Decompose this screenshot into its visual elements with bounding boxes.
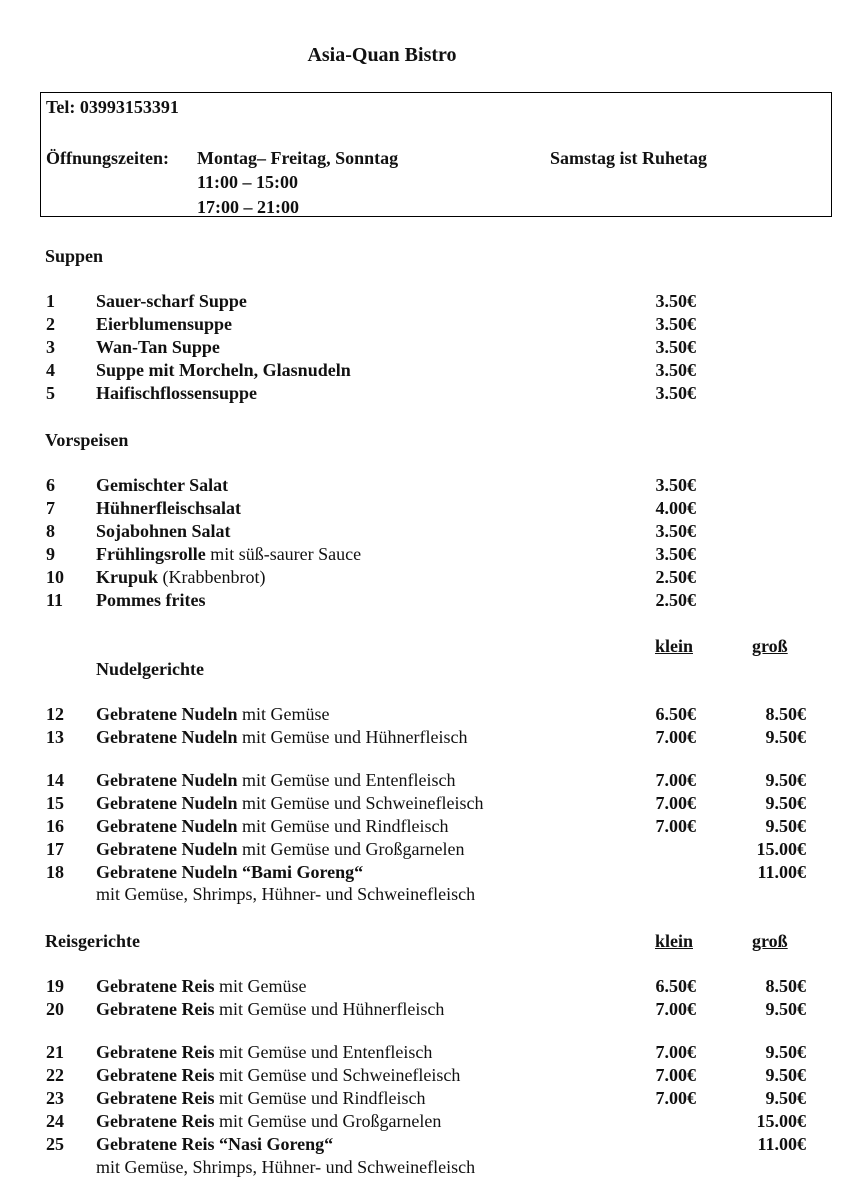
item-name: Gebratene Reis [96,1088,215,1108]
item-price-large: 9.50€ [765,999,806,1019]
item-name-line [96,1000,444,1018]
item-name-line [96,476,228,494]
item-name: Suppe mit Morcheln, Glasnudeln [96,360,351,380]
item-name: Wan-Tan Suppe [96,337,220,357]
item-price-large: 15.00€ [756,1111,806,1131]
item-price: 3.50€ [655,521,696,541]
column-header-klein: klein [654,636,693,656]
item-number: 9 [46,544,55,564]
item-name-line [96,568,266,586]
item-description: mit Gemüse und Schweinefleisch [214,1065,461,1085]
item-price: 7.00€ [655,793,696,813]
item-price-large: 9.50€ [765,1065,806,1085]
item-name-line [96,817,448,835]
item-name-line [96,545,361,563]
item-name: Gebratene Nudeln [96,704,238,724]
item-price: 7.00€ [655,816,696,836]
item-number: 1 [46,291,55,311]
item-name: Hühnerfleischsalat [96,498,242,518]
item-name-line [96,863,363,881]
item-price: 3.50€ [655,337,696,357]
item-number: 2 [46,314,55,334]
item-name: Gebratene Nudeln [96,816,238,836]
item-description: mit Gemüse und Großgarnelen [214,1111,442,1131]
section-title-suppen: Suppen [45,246,104,266]
item-name-line [96,840,464,858]
item-price: 4.00€ [655,498,696,518]
item-price: 3.50€ [655,475,696,495]
item-name: Gebratene Nudeln [96,793,238,813]
item-number: 19 [46,976,64,996]
item-price: 3.50€ [655,291,696,311]
item-price-large: 9.50€ [765,1088,806,1108]
item-number: 13 [46,727,64,747]
item-number: 10 [46,567,64,587]
item-number: 15 [46,793,64,813]
item-number: 4 [46,360,55,380]
item-note: mit Gemüse, Shrimps, Hühner- und Schweinefleisch [96,1157,476,1177]
opening-time-2: 17:00 – 21:00 [197,197,299,217]
column-header-gross: groß [752,931,788,951]
item-price: 3.50€ [655,383,696,403]
opening-days: Montag– Freitag, Sonntag [197,148,399,168]
item-price: 3.50€ [655,360,696,380]
item-name-line [96,499,241,517]
item-number: 14 [46,770,64,790]
item-description: mit Gemüse und Entenfleisch [237,770,456,790]
item-name: Gebratene Reis [96,1042,215,1062]
item-name: Gebratene Reis [96,999,215,1019]
item-price: 7.00€ [655,1042,696,1062]
item-number: 7 [46,498,55,518]
item-name-line [96,1066,460,1084]
item-price: 2.50€ [655,590,696,610]
item-number: 16 [46,816,64,836]
item-name-line [96,1135,333,1153]
item-price-large: 8.50€ [765,976,806,996]
item-number: 6 [46,475,55,495]
item-name: Haifischflossensuppe [96,383,258,403]
item-price: 2.50€ [655,567,696,587]
item-name: Gebratene Nudeln “Bami Goreng“ [96,862,364,882]
column-header-gross: groß [752,636,788,656]
item-number: 12 [46,704,64,724]
item-description: mit Gemüse und Rindfleisch [214,1088,426,1108]
column-header-klein: klein [654,931,693,951]
item-number: 24 [46,1111,64,1131]
item-name: Gebratene Reis “Nasi Goreng“ [96,1134,334,1154]
item-name-line [96,728,467,746]
item-name-line [96,315,232,333]
item-name: Gemischter Salat [96,475,229,495]
item-description: mit Gemüse und Hühnerfleisch [237,727,468,747]
item-price: 3.50€ [655,544,696,564]
item-price: 7.00€ [655,727,696,747]
item-name: Pommes frites [96,590,206,610]
item-description: mit Gemüse und Rindfleisch [237,816,449,836]
item-description: mit Gemüse und Großgarnelen [237,839,465,859]
item-number: 17 [46,839,64,859]
item-number: 3 [46,337,55,357]
opening-time-1: 11:00 – 15:00 [197,172,298,192]
section-title-nudelgerichte: Nudelgerichte [96,659,204,679]
item-price-large: 9.50€ [765,1042,806,1062]
item-description: mit süß-saurer Sauce [205,544,362,564]
item-name-line [96,522,231,540]
item-number: 18 [46,862,64,882]
item-number: 11 [46,590,64,610]
item-name: Gebratene Nudeln [96,727,238,747]
item-price-large: 11.00€ [757,1134,806,1154]
item-description: mit Gemüse [214,976,307,996]
item-name-line [96,591,205,609]
closed-day-note: Samstag ist Ruhetag [550,148,708,168]
item-price: 6.50€ [655,704,696,724]
item-name: Gebratene Reis [96,976,215,996]
item-price: 7.00€ [655,1088,696,1108]
phone-number: Tel: 03993153391 [46,97,179,117]
item-number: 5 [46,383,55,403]
item-price-large: 8.50€ [765,704,806,724]
item-name: Gebratene Nudeln [96,839,238,859]
item-name-line [96,977,306,995]
item-note: mit Gemüse, Shrimps, Hühner- und Schweinefleisch [96,884,476,904]
item-description: mit Gemüse [237,704,330,724]
item-price-large: 9.50€ [765,816,806,836]
item-number: 25 [46,1134,64,1154]
item-description: mit Gemüse und Hühnerfleisch [214,999,445,1019]
item-number: 22 [46,1065,64,1085]
item-name: Sauer-scharf Suppe [96,291,247,311]
item-price-large: 11.00€ [757,862,806,882]
item-name-line [96,292,247,310]
item-name-line [96,361,351,379]
hours-label: Öffnungszeiten: [46,148,169,168]
item-name-line [96,1112,441,1130]
item-name: Sojabohnen Salat [96,521,231,541]
item-name-line [96,771,455,789]
item-name: Krupuk [96,567,159,587]
item-number: 8 [46,521,55,541]
item-price-large: 9.50€ [765,793,806,813]
item-price: 7.00€ [655,999,696,1019]
item-description: mit Gemüse und Schweinefleisch [237,793,484,813]
section-title-vorspeisen: Vorspeisen [45,430,129,450]
item-price: 7.00€ [655,1065,696,1085]
item-name: Gebratene Reis [96,1111,215,1131]
item-name-line [96,1089,425,1107]
item-name-line [96,794,483,812]
page-title: Asia-Quan Bistro [307,44,457,66]
item-number: 23 [46,1088,64,1108]
item-price: 7.00€ [655,770,696,790]
item-name-line [96,338,220,356]
item-name-line [96,1043,432,1061]
item-number: 20 [46,999,64,1019]
item-name: Gebratene Nudeln [96,770,238,790]
item-name-line [96,384,257,402]
item-price-large: 15.00€ [756,839,806,859]
item-price-large: 9.50€ [765,727,806,747]
item-price-large: 9.50€ [765,770,806,790]
item-price: 3.50€ [655,314,696,334]
item-name: Frühlingsrolle [96,544,206,564]
item-name-line [96,705,330,723]
section-title-reisgerichte: Reisgerichte [45,931,140,951]
item-description: mit Gemüse und Entenfleisch [214,1042,433,1062]
item-name: Gebratene Reis [96,1065,215,1085]
item-price: 6.50€ [655,976,696,996]
item-description: (Krabbenbrot) [158,567,266,587]
item-number: 21 [46,1042,64,1062]
item-name: Eierblumensuppe [96,314,233,334]
